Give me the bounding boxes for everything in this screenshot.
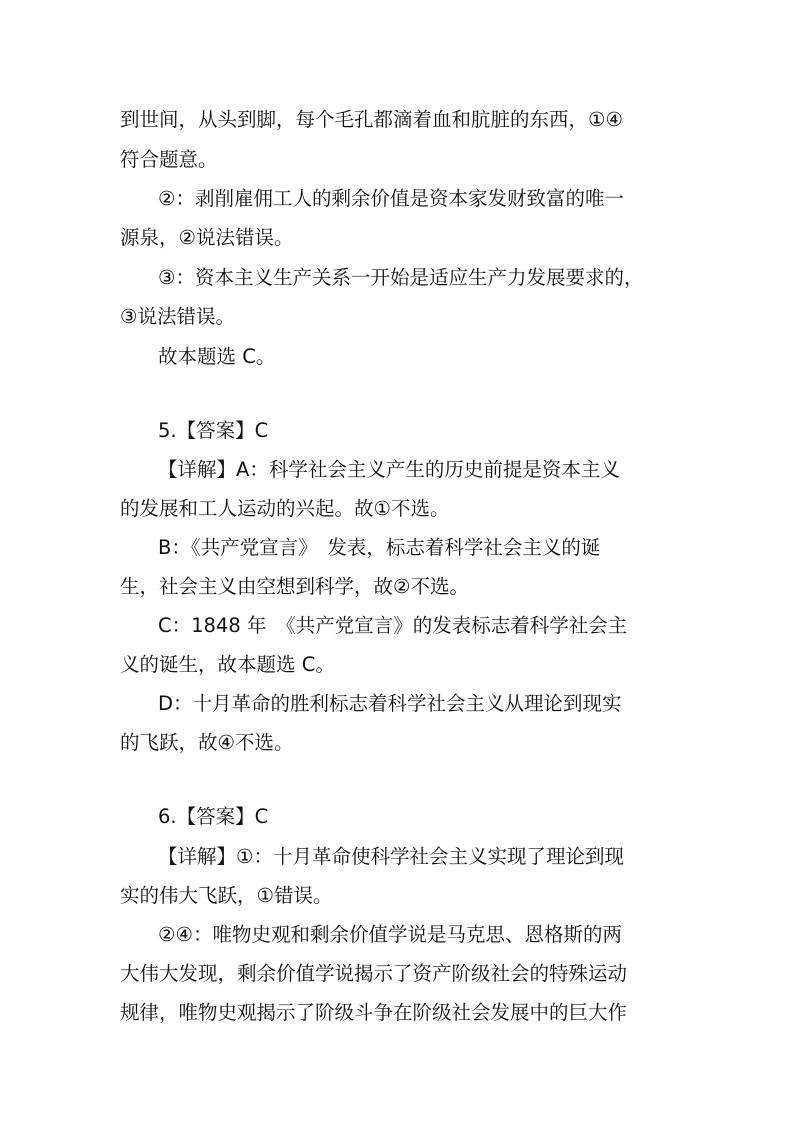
- text-line: ③说法错误。: [120, 305, 235, 328]
- text-line: C：1848 年 《共产党宣言》的发表标志着科学社会主: [158, 614, 628, 637]
- text-line: 规律，唯物史观揭示了阶级斗争在阶级社会发展中的巨大作: [120, 1001, 628, 1024]
- text-line: 生，社会主义由空想到科学，故②不选。: [120, 575, 469, 598]
- answer-heading: 5.【答案】C: [158, 419, 269, 442]
- text-line: 到世间，从头到脚，每个毛孔都滴着血和肮脏的东西，①④: [120, 108, 623, 131]
- text-line: 的发展和工人运动的兴起。故①不选。: [120, 497, 450, 520]
- text-line: 故本题选 C。: [158, 345, 276, 368]
- text-line: B：《共产党宣言》 发表，标志着科学社会主义的诞: [158, 536, 601, 559]
- text-line: 【详解】A：科学社会主义产生的历史前提是资本主义: [158, 458, 620, 481]
- text-line: 实的伟大飞跃，①错误。: [120, 884, 333, 907]
- text-line: 义的诞生，故本题选 C。: [120, 653, 335, 676]
- text-line: ②④：唯物史观和剩余价值学说是马克思、恩格斯的两: [158, 923, 622, 946]
- text-line: 源泉，②说法错误。: [120, 226, 294, 249]
- text-line: ②：剥削雇佣工人的剩余价值是资本家发财致富的唯一: [158, 187, 624, 210]
- answer-heading: 6.【答案】C: [158, 805, 269, 828]
- text-line: 【详解】①：十月革命使科学社会主义实现了理论到现: [158, 845, 624, 868]
- text-line: D：十月革命的胜利标志着科学社会主义从理论到现实: [158, 692, 622, 715]
- text-line: ③：资本主义生产关系一开始是适应生产力发展要求的，: [158, 266, 644, 289]
- text-line: 符合题意。: [120, 148, 218, 171]
- text-line: 的飞跃，故④不选。: [120, 731, 294, 754]
- text-line: 大伟大发现，剩余价值学说揭示了资产阶级社会的特殊运动: [120, 962, 628, 985]
